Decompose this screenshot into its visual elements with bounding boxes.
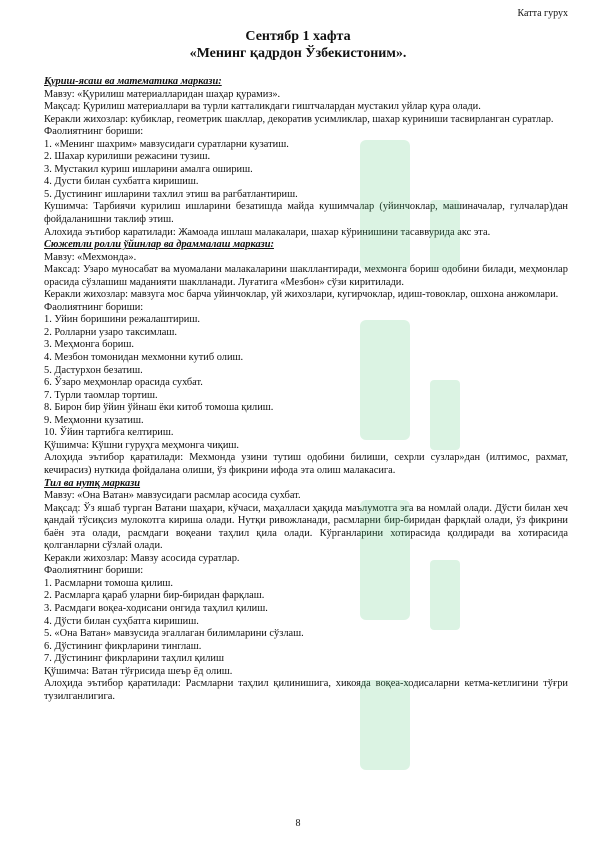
week-title: Сентябр 1 хафта bbox=[245, 29, 351, 44]
section-line: 9. Меҳмонни кузатиш. bbox=[44, 414, 144, 426]
section-line: 3. Меҳмонга бориш. bbox=[44, 339, 134, 351]
section-line: 8. Бирон бир ўйин ўйнаш ёки китоб томоша қилиш. bbox=[44, 402, 274, 414]
section-line: Фаолиятнинг бориши: bbox=[44, 126, 144, 138]
section-line: 6. Ўзаро меҳмонлар орасида сухбат. bbox=[44, 377, 203, 389]
section-line: 1. Расмларни томоша қилиш. bbox=[44, 577, 174, 589]
section-line: Фаолиятнинг бориши: bbox=[44, 565, 144, 577]
section-line: 6. Дўстининг фикрларини тинглаш. bbox=[44, 640, 202, 652]
section-line: Мавзу: «Она Ватан» мавзусидаги расмлар асосида сухбат. bbox=[44, 490, 301, 502]
section-line: 2. Ролларни узаро таксимлаш. bbox=[44, 326, 177, 338]
section-line: Қўшимча: Ватан тўғрисида шеър ёд олиш. bbox=[44, 665, 233, 677]
section-line: 1. Уйин боришини режалаштириш. bbox=[44, 314, 200, 326]
section-line: Мақсад: Ўз яшаб турган Ватани шаҳари, кўчаси, маҳалласи ҳақида маълумотга эга ва номлай олади. Дўсти билан хеч қандай тўсиқсиз мулокотга кириша олади. Нутқи ривожланади, расмларни бир-биридан фарқлай олади, ўз фикрини баён эта олади, расмдаги воқеани таҳлил қила олади. Кўрганларини хотирасида қолдиради ва хотирасида қолганларни сўзлай олади. bbox=[44, 502, 568, 552]
page-number: 8 bbox=[295, 818, 301, 829]
section-heading: Сюжетли ролли ўйинлар ва драммалаш маркази: bbox=[44, 239, 274, 251]
section-line: Фаолиятнинг бориши: bbox=[44, 301, 144, 313]
section-line: 10. Ўйин тартибга келтириш. bbox=[44, 427, 174, 439]
section-line: Алоҳида эътибор қаратилади: Расмларни таҳлил қилинишига, хикояда воқеа-ходисаларни кетма-кетлигини тўғри тузилганлигига. bbox=[44, 678, 568, 702]
section-line: Кушимча: Тарбиячи курилиш ишларини безатишда майда кушимчалар (уйинчоклар, машиначалар, гулчалар)дан фойдаланишни таклиф этиш. bbox=[44, 201, 568, 226]
section-heading: Тил ва нутқ маркази bbox=[44, 477, 141, 489]
section-line: 7. Дўстининг фикрларини таҳлил қилиш bbox=[44, 653, 224, 665]
section-line: 4. Мезбон томонидан мехмонни кутиб олиш. bbox=[44, 352, 244, 364]
section-line: 5. Дустининг ишларини тахлил этиш ва рагбатлантириш. bbox=[44, 188, 298, 200]
section-line: 3. Мустакил куриш ишларини амалга ошириш. bbox=[44, 163, 253, 175]
section-line: Мавзу: «Қурилиш материалларидан шаҳар қурамиз». bbox=[44, 88, 281, 100]
group-label: Катта гурух bbox=[517, 8, 568, 19]
section-line: 5. Дастурхон безатиш. bbox=[44, 364, 143, 376]
section-line: 2. Шахар курилиши режасини тузиш. bbox=[44, 151, 211, 163]
section-line: Максад: Узаро муносабат ва муомалани малакаларини шакллантиради, мехмонга бориш одобини билади, меҳмонлар орасида сўзлашиш маданияти шаклланади. Луғатига «Мезбон» сўзи киритилади. bbox=[44, 264, 568, 288]
section-line: Алохида эътибор каратилади: Жамоада ишлаш малакалари, шахар кўринишини тасаввурида акс эта. bbox=[44, 226, 491, 238]
section-line: Мавзу: «Мехмонда». bbox=[44, 251, 137, 263]
section-line: Алоҳида эътибор қаратилади: Мехмонда узини тутиш одобини билиши, сехрли сузлар»дан (илтимос, рахмат, кечирасиз) нуткида фойдалана олиши, ўз фикрини ифода эта олиш малакасига. bbox=[44, 452, 568, 476]
section-line: Керакли жихозлар: мавзуга мос барча уйинчоклар, уй жихозлари, кугирчоклар, идиш-товоклар, ошхона анжомлари. bbox=[44, 289, 559, 301]
section-line: 2. Расмларга қараб уларни бир-биридан фарқлаш. bbox=[44, 590, 265, 602]
section-heading: Қуриш-ясаш ва математика маркази: bbox=[44, 76, 222, 87]
section-line: 5. «Она Ватан» мавзусида эгаллаган билимларини сўзлаш. bbox=[44, 628, 304, 640]
section-line: Мақсад: Қурилиш материаллари ва турли катталикдаги гиштчалардан мустакил уйлар қура олади. bbox=[44, 101, 481, 113]
theme-title: «Менинг қадрдон Ўзбекистоним». bbox=[189, 46, 407, 61]
section-line: Қўшимча: Кўшни гуруҳга меҳмонга чиқиш. bbox=[44, 439, 239, 451]
section-line: Керакли жихозлар: кубиклар, геометрик шакллар, декоратив усимликлар, шахар куриниши тасвирланган суратлар. bbox=[44, 113, 554, 125]
section-line: 4. Дўсти билан суҳбатга киришиш. bbox=[44, 615, 199, 627]
title-block bbox=[0, 28, 596, 62]
section-line: Керакли жихозлар: Мавзу асосида суратлар. bbox=[44, 552, 240, 564]
section-line: 1. «Менинг шахрим» мавзусидаги суратларни кузатиш. bbox=[44, 138, 289, 150]
document-body bbox=[44, 76, 568, 703]
section-line: 3. Расмдаги воқеа-ходисани онгида таҳлил қилиш. bbox=[44, 602, 268, 614]
section-line: 4. Дусти билан сухбатга киришиш. bbox=[44, 176, 199, 188]
section-line: 7. Турли таомлар тортиш. bbox=[44, 389, 158, 401]
